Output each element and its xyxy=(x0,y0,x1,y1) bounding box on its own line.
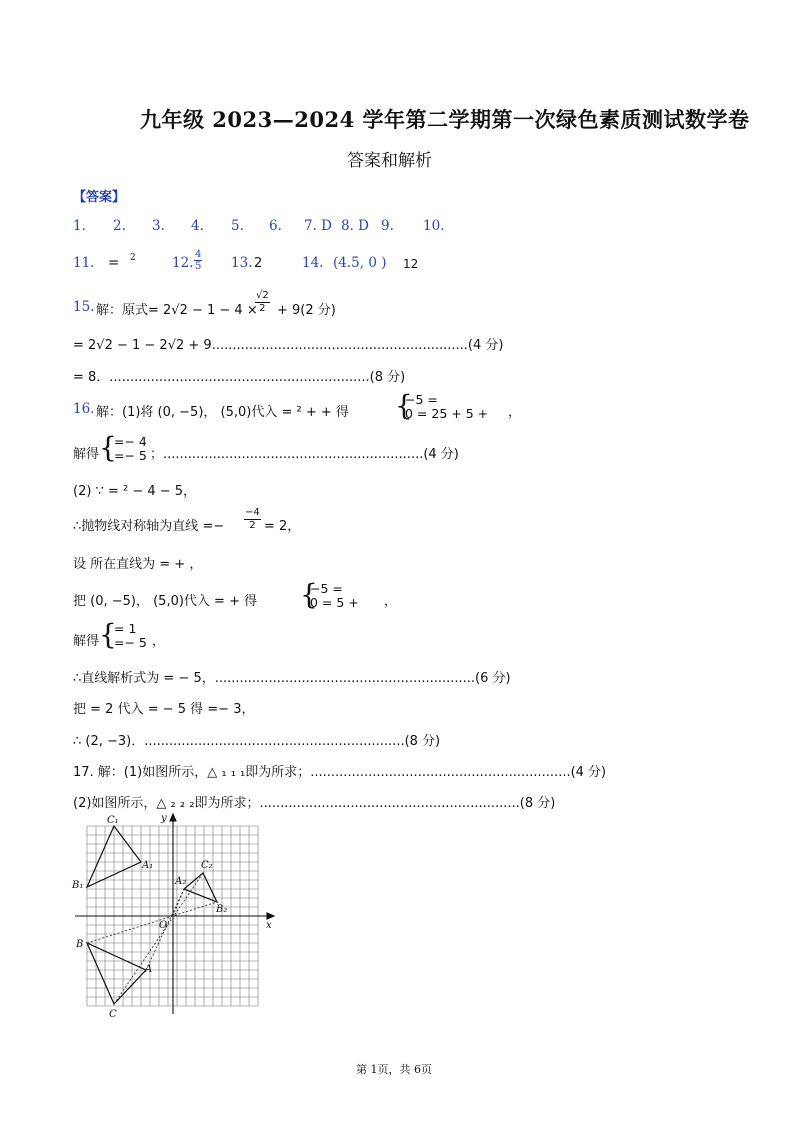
q16-label: 16. xyxy=(73,401,95,417)
q16-line8: ∴直线解析式为 = − 5，...............................................................(6 分) xyxy=(73,671,511,686)
q15-line2: = 2√2 − 1 − 2√2 + 9..............................................................(4 分) xyxy=(73,338,504,353)
label-b2: B₂ xyxy=(216,904,228,915)
q16-l1-brace: { xyxy=(395,389,413,422)
label-b: B xyxy=(76,939,84,950)
y-axis-arrow xyxy=(170,814,176,821)
answer-1: 1. xyxy=(73,218,86,234)
label-x-axis: x xyxy=(266,920,272,931)
q17-line2: (2)如图所示，△ ₂ ₂ ₂即为所求；...............................................................(8 分) xyxy=(73,796,556,811)
q17-line1: 17. 解：(1)如图所示，△ ₁ ₁ ₁即为所求；...............................................................(4 分) xyxy=(73,765,607,780)
label-origin: O xyxy=(159,920,168,931)
page-footer: 第 1页，共 6页 xyxy=(356,1063,432,1076)
q16-l4-fraction xyxy=(244,507,261,532)
q16-l7-sys-bot: =− 5 xyxy=(114,635,147,650)
q16-l2-sys-bot: =− 5 xyxy=(114,448,147,463)
label-a1: A₁ xyxy=(142,860,154,871)
q16-l6-sys-top: −5 = xyxy=(310,581,343,596)
q16-line1-a: 解：(1)将 (0, −5)， (5,0)代入 = ² + + 得 xyxy=(96,405,349,420)
q16-l1-sys-top: −5 = xyxy=(405,392,438,407)
q16-line10: ∴ (2, −3)．...............................................................(8 分) xyxy=(73,734,441,749)
q15-fraction xyxy=(255,290,270,315)
q16-l6-sys-bot: 0 = 5 + xyxy=(310,595,359,610)
answer-4: 4. xyxy=(191,218,204,234)
label-y-axis: y xyxy=(161,813,167,824)
answer-7: 7. D xyxy=(304,218,332,234)
q16-l2-brace: { xyxy=(99,431,117,464)
answer-14-extra: 12 xyxy=(403,257,419,271)
q15-line3: = 8．...............................................................(8 分) xyxy=(73,370,406,385)
answer-14-label: 14. xyxy=(302,255,324,271)
label-a: A xyxy=(145,964,153,975)
label-c1: C₁ xyxy=(107,815,119,826)
answer-11-label: 11. xyxy=(73,255,95,271)
coordinate-figure xyxy=(70,810,290,1025)
q16-line4-a: ∴抛物线对称轴为直线 =− xyxy=(73,519,225,534)
q16-line5: 设 所在直线为 = + ， xyxy=(73,557,203,572)
q16-l6-brace: { xyxy=(300,578,318,611)
label-b1: B₁ xyxy=(72,880,84,891)
q16-line2-a: 解得 xyxy=(73,447,100,462)
q16-l2-system xyxy=(114,435,147,463)
q16-l7-sys-top: = 1 xyxy=(114,621,137,636)
answer-13-value: 2 xyxy=(254,256,263,271)
q16-l6-end: ， xyxy=(384,594,398,609)
q16-line4-b: = 2， xyxy=(264,519,301,534)
q16-l2-sys-top: =− 4 xyxy=(114,434,147,449)
answer-13-label: 13. xyxy=(231,255,253,271)
q15-label: 15. xyxy=(73,299,95,315)
answer-9: 9. xyxy=(381,218,394,234)
q16-l4-den: 2 xyxy=(249,520,256,531)
q16-l7-brace: { xyxy=(99,618,117,651)
q16-l1-sys-bot: 0 = 25 + 5 + xyxy=(405,406,489,421)
q16-l1-end: ， xyxy=(508,405,522,420)
q16-line7-a: 解得 xyxy=(73,634,100,649)
x-axis-arrow xyxy=(267,913,274,919)
q16-line9: 把 = 2 代入 = − 5 得 =− 3， xyxy=(73,702,255,717)
answer-6: 6. xyxy=(269,218,282,234)
q16-l4-num: −4 xyxy=(245,507,260,518)
q16-l7-system xyxy=(114,622,147,650)
answer-10: 10. xyxy=(423,218,445,234)
q16-line6-a: 把 (0, −5)， (5,0)代入 = + 得 xyxy=(73,594,258,609)
q16-l6-system xyxy=(310,582,359,610)
q16-l7-end: ， xyxy=(152,634,166,649)
answer-12-fraction xyxy=(194,249,202,272)
document-title: 九年级 2023—2024 学年第二学期第一次绿色素质测试数学卷 xyxy=(140,107,750,132)
q15-frac-den: 2 xyxy=(259,303,266,314)
document-subtitle: 答案和解析 xyxy=(347,151,432,171)
answer-11-sup: 2 xyxy=(130,253,136,263)
answer-2: 2. xyxy=(113,218,126,234)
q16-l1-system xyxy=(405,393,488,421)
q15-frac-num: √2 xyxy=(256,290,269,301)
q15-line1-b: + 9(2 分) xyxy=(277,303,336,318)
answer-section-tag: 【答案】 xyxy=(73,190,126,205)
answer-3: 3. xyxy=(152,218,165,234)
answer-14-value: (4.5, 0 ) xyxy=(333,255,387,271)
answer-12-num: 4 xyxy=(195,249,202,260)
q16-line3: (2) ∵ = ² − 4 − 5， xyxy=(73,484,197,499)
dashed-lines xyxy=(87,873,217,1004)
label-c2: C₂ xyxy=(201,860,213,871)
q15-line1-a: 解：原式= 2√2 − 1 − 4 × xyxy=(96,303,258,318)
answer-5: 5. xyxy=(231,218,244,234)
answer-8: 8. D xyxy=(341,218,369,234)
answer-12-label: 12. xyxy=(172,255,194,271)
answer-12-den: 5 xyxy=(195,261,202,272)
label-a2: A₂ xyxy=(175,876,187,887)
answer-11-eq: = xyxy=(108,255,120,271)
q16-line2-b: ；...............................................................(4 分) xyxy=(150,447,459,462)
label-c: C xyxy=(109,1009,117,1020)
